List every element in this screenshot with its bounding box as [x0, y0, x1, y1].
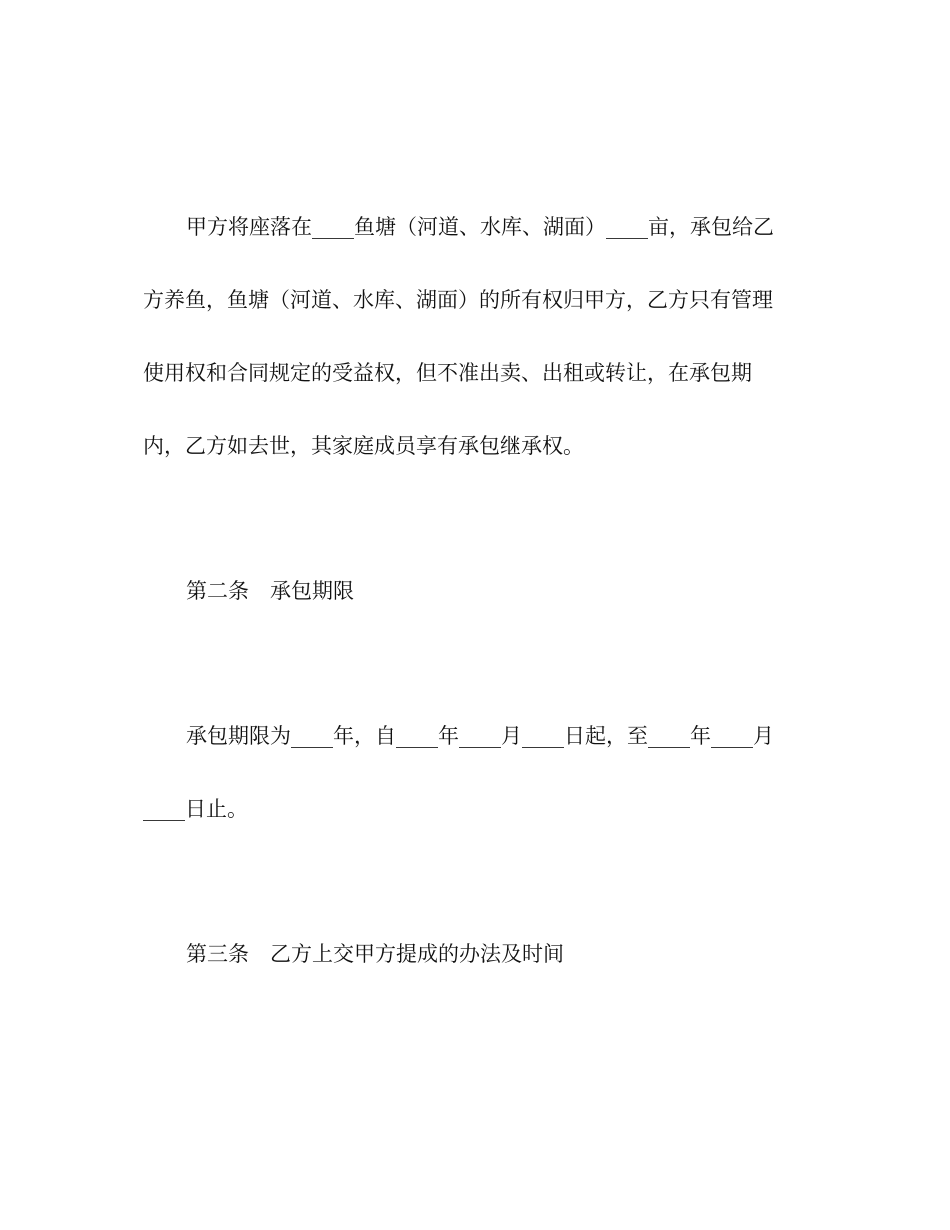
article-2-line-2: ____日止。 [143, 797, 248, 821]
paragraph-1-line-3: 使用权和合同规定的受益权，但不准出卖、出租或转让，在承包期 [143, 361, 752, 385]
paragraph-1-line-2: 方养鱼，鱼塘（河道、水库、湖面）的所有权归甲方，乙方只有管理 [143, 288, 773, 312]
article-3-heading: 第三条 乙方上交甲方提成的办法及时间 [186, 942, 564, 966]
article-2-line-1: 承包期限为____年，自____年____月____日起，至____年____月 [186, 724, 774, 748]
paragraph-1-line-4: 内，乙方如去世，其家庭成员享有承包继承权。 [143, 434, 584, 458]
article-2-heading: 第二条 承包期限 [186, 579, 354, 603]
paragraph-1-line-1: 甲方将座落在____鱼塘（河道、水库、湖面）____亩，承包给乙 [186, 215, 774, 239]
